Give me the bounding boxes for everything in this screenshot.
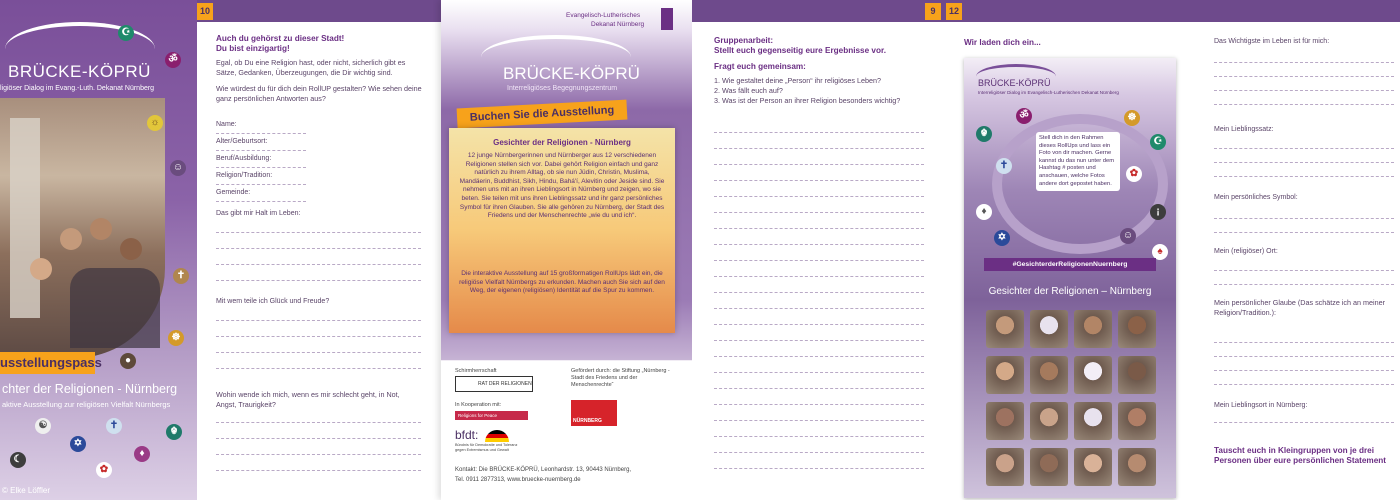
flower-icon: ✿ — [1126, 166, 1142, 182]
answer-line[interactable] — [714, 244, 924, 245]
page10-question: Wie würdest du für dich dein RollUP gestalten? Wie sehen deine ganz persönlichen Antworten aus? — [216, 84, 422, 103]
field-community: Gemeinde: — [216, 189, 251, 196]
field-religion-line[interactable] — [216, 184, 306, 185]
page12-band — [944, 0, 1196, 22]
crescent-icon: ☪ — [1150, 134, 1166, 150]
speech-bubble: Stell dich in den Rahmen dieses RollUps und lass ein Foto von dir machen. Gerne kannst du das nun unter dem Hashtag # posten und anschauen, welche Fotos andere dort gepostet haben. — [1036, 132, 1120, 191]
answer-line[interactable] — [1214, 104, 1394, 105]
answer-line[interactable] — [1214, 232, 1394, 233]
page10-heading2: Du bist einzigartig! — [216, 44, 290, 53]
sun-icon: ☼ — [147, 115, 163, 131]
answer-line[interactable] — [216, 454, 421, 455]
field-lieblingssatz: Mein Lieblingssatz: — [1214, 126, 1274, 133]
answer-line[interactable] — [216, 248, 421, 249]
field-glaube: Mein persönlicher Glaube (Das schätze ich an meiner Religion/Tradition.): — [1214, 298, 1385, 317]
portrait-photo — [1074, 310, 1112, 348]
answer-line[interactable] — [714, 148, 924, 149]
answer-line[interactable] — [216, 368, 421, 369]
faces-icon: ☺ — [170, 160, 186, 176]
city-logo-text: NÜRNBERG — [573, 418, 602, 424]
portrait-photo — [1074, 356, 1112, 394]
answer-line[interactable] — [216, 264, 421, 265]
moon-icon: ☾ — [10, 452, 26, 468]
page10-number: 10 — [197, 3, 213, 20]
funded-by: Gefördert durch: die Stiftung „Nürnberg - Stadt des Friedens und der Menschenrechte“ — [571, 368, 670, 388]
box-title: Gesichter der Religionen - Nürnberg — [493, 138, 631, 147]
portrait-photo — [1030, 356, 1068, 394]
field-age: Alter/Geburtsort: — [216, 138, 268, 145]
khanda-icon: ☬ — [976, 126, 992, 142]
answer-line[interactable] — [216, 422, 421, 423]
rollup-brand: BRÜCKE-KÖPRÜ — [978, 78, 1051, 88]
answer-line[interactable] — [714, 260, 924, 261]
answer-line[interactable] — [1214, 90, 1394, 91]
patron-label: Schirmherrschaft — [455, 368, 497, 374]
yinyang-icon: ☯ — [35, 418, 51, 434]
answer-line[interactable] — [1214, 356, 1394, 357]
coop-label: In Kooperation mit: — [455, 402, 502, 408]
page12-number: 12 — [946, 3, 962, 20]
coop-logo: Religions for Peace — [455, 411, 528, 420]
page9-item3: 3. Was ist der Person an ihrer Religion besonders wichtig? — [714, 96, 901, 105]
box-text: 12 junge Nürnbergerinnen und Nürnberger aus 12 verschiedenen Religionen stellen sich vor. Dabei gehört Religion einfach und ganz natürlich zu ihrem Alltag, ob sie nun Jüdin, Christin, Muslima, Mandäerin, Buddhist, Sikh, Hindu, Bahá'í, Alevitin oder Jeside sind. Sie nehmen uns mit an ihren Lieblingsort in Nürnberg und zeigen, wo sie beten. Sie teilen mit uns ihren Lieblingssatz und ihr ganz persönliches Symbol für ihren Glauben. Sie alle gehören zu Nürnberg, der Stadt des Friedens und der Menschenrechte „wie du und ich“. — [459, 152, 665, 220]
bfdt-text: Bündnis für Demokratie und Toleranz gegen Extremismus und Gewalt — [455, 443, 518, 452]
answer-line[interactable] — [1214, 384, 1394, 385]
box-text2: Die interaktive Ausstellung auf 15 großformatigen RollUps lädt ein, die religiöse Vielfalt Nürnbergs zu erkunden. Machen auch Sie sich auf den Weg, der eigenen (religiösen) Identität auf die Spur zu kommen. — [459, 270, 665, 295]
patron-logo-text: RAT DER RELIGIONEN — [478, 381, 532, 387]
wheel-icon: ☸ — [1124, 110, 1140, 126]
field-symbol: Mein persönliches Symbol: — [1214, 194, 1298, 201]
answer-line[interactable] — [216, 352, 421, 353]
brochure-brand: BRÜCKE-KÖPRÜ — [503, 64, 640, 83]
cover-brand: BRÜCKE-KÖPRÜ — [8, 62, 151, 81]
field-lieblingsort: Mein Lieblingsort in Nürnberg: — [1214, 402, 1308, 409]
answer-line[interactable] — [714, 212, 924, 213]
cover-subtitle: aktive Ausstellung zur religiösen Vielfalt Nürnbergs — [2, 400, 171, 409]
flag-icon — [485, 430, 509, 442]
contact: Kontakt: Die BRÜCKE-KÖPRÜ, Leonhardstr. 13, 90443 Nürnberg, — [455, 467, 632, 473]
page10-band — [197, 0, 441, 22]
pass-label: usstellungspass — [0, 352, 95, 374]
answer-line[interactable] — [1214, 62, 1394, 63]
portrait-photo — [1118, 356, 1156, 394]
brochure-panel — [441, 0, 692, 500]
patron-logo — [455, 376, 533, 392]
rollup-image — [964, 58, 1176, 498]
answer-line[interactable] — [714, 452, 924, 453]
answer-line[interactable] — [216, 232, 421, 233]
field-wichtigste: Das Wichtigste im Leben ist für mich: — [1214, 38, 1330, 45]
brochure-org-line1: Evangelisch-Lutherisches — [566, 12, 641, 19]
answer-line[interactable] — [216, 320, 421, 321]
answer-line[interactable] — [714, 324, 924, 325]
city-logo — [571, 400, 617, 426]
page9 — [692, 22, 944, 500]
contact2: Tel. 0911 2877313, www.bruecke-nuernberg.de — [455, 477, 581, 483]
khanda-icon: ☬ — [166, 424, 182, 440]
peacock-icon: ♠ — [1152, 244, 1168, 260]
page9-item1: 1. Wie gestaltet deine „Person“ ihr religiöses Leben? — [714, 76, 882, 85]
answer-line[interactable] — [1214, 422, 1394, 423]
answer-line[interactable] — [1214, 270, 1394, 271]
answer-line[interactable] — [1214, 76, 1394, 77]
brochure-org-line2: Dekanat Nürnberg — [591, 21, 645, 28]
page9-heading3: Fragt euch gemeinsam: — [714, 62, 806, 71]
answer-line[interactable] — [1214, 148, 1394, 149]
om-icon: ॐ — [165, 52, 181, 68]
group-photo — [0, 98, 165, 358]
portrait-photo — [1118, 402, 1156, 440]
answer-line[interactable] — [714, 228, 924, 229]
portrait-photo — [1030, 448, 1068, 486]
answer-line[interactable] — [216, 280, 421, 281]
portrait-photo — [986, 356, 1024, 394]
answer-line[interactable] — [1214, 176, 1394, 177]
field-job-line[interactable] — [216, 167, 306, 168]
lamp-icon: ♦ — [976, 204, 992, 220]
answer-line[interactable] — [714, 196, 924, 197]
answer-line[interactable] — [1214, 218, 1394, 219]
cross-icon: ✝ — [173, 268, 189, 284]
page10-heading1: Auch du gehörst zu dieser Stadt! — [216, 34, 345, 43]
bfdt-logo: bfdt: — [455, 428, 479, 442]
crescent-icon: ☪ — [118, 25, 134, 41]
answer-line[interactable] — [714, 356, 924, 357]
info-box — [449, 128, 675, 333]
answer-line[interactable] — [1214, 342, 1394, 343]
portrait-photo — [1074, 448, 1112, 486]
page10 — [197, 22, 441, 500]
page9-heading2: Stellt euch gegenseitig eure Ergebnisse vor. — [714, 46, 886, 55]
field-community-line[interactable] — [216, 201, 306, 202]
answer-line[interactable] — [714, 468, 924, 469]
answer-line[interactable] — [714, 372, 924, 373]
answer-line[interactable] — [714, 132, 924, 133]
cover-panel — [0, 0, 197, 500]
cover-title: chter der Religionen - Nürnberg — [2, 382, 178, 396]
portrait-photo — [1030, 310, 1068, 348]
lastpage-band — [1196, 0, 1400, 22]
brochure-subbrand: Interreligiöses Begegnungszentrum — [507, 85, 618, 92]
cross-icon: ✝ — [996, 158, 1012, 174]
field-religion: Religion/Tradition: — [216, 172, 273, 179]
lastpage-footer: Tauscht euch in Kleingruppen von je drei Personen über eure persönlichen Statement — [1214, 446, 1386, 465]
answer-line[interactable] — [714, 340, 924, 341]
field-name-line[interactable] — [216, 133, 306, 134]
rollup-title: Gesichter der Religionen – Nürnberg — [988, 286, 1152, 297]
answer-line[interactable] — [1214, 284, 1394, 285]
answer-line[interactable] — [216, 470, 421, 471]
cover-tagline: ligiöser Dialog im Evang.-Luth. Dekanat Nürnberg — [0, 85, 155, 92]
answer-line[interactable] — [714, 420, 924, 421]
answer-line[interactable] — [1214, 370, 1394, 371]
portrait-photo — [986, 402, 1024, 440]
cross-icon: ✝ — [106, 418, 122, 434]
field-age-line[interactable] — [216, 150, 306, 151]
portrait-photo — [1074, 402, 1112, 440]
page9-item2: 2. Was fällt euch auf? — [714, 86, 783, 95]
answer-line[interactable] — [216, 336, 421, 337]
q-not: Wohin wende ich mich, wenn es mir schlecht geht, in Not, Angst, Traurigkeit? — [216, 390, 400, 409]
answer-line[interactable] — [714, 292, 924, 293]
wheel-icon: ☸ — [168, 330, 184, 346]
flower-icon: ✿ — [96, 462, 112, 478]
photo-credit: © Elke Löffler — [2, 486, 50, 495]
portrait-photo — [986, 310, 1024, 348]
field-job: Beruf/Ausbildung: — [216, 155, 272, 162]
q-halt: Das gibt mir Halt im Leben: — [216, 210, 301, 217]
page12 — [944, 22, 1196, 500]
candle-icon: ¡ — [1150, 204, 1166, 220]
page9-heading1: Gruppenarbeit: — [714, 36, 774, 45]
answer-line[interactable] — [216, 438, 421, 439]
answer-line[interactable] — [714, 180, 924, 181]
rollup-tagline: Interreligiöser Dialog im Evangelisch-Lutherischen Dekanat Nürnberg — [978, 90, 1119, 95]
field-ort: Mein (religiöser) Ort: — [1214, 248, 1278, 255]
answer-line[interactable] — [714, 436, 924, 437]
portrait-photo — [986, 448, 1024, 486]
faces-icon: ☺ — [1120, 228, 1136, 244]
page9-band — [692, 0, 944, 22]
portrait-photo — [1030, 402, 1068, 440]
lastpage — [1196, 22, 1400, 500]
answer-line[interactable] — [1214, 162, 1394, 163]
page9-number: 9 — [925, 3, 941, 20]
portrait-photo — [1118, 448, 1156, 486]
dekanat-logo-icon — [661, 8, 673, 30]
star-of-david-icon: ✡ — [70, 436, 86, 452]
answer-line[interactable] — [714, 308, 924, 309]
book-banner: Buchen Sie die Ausstellung — [457, 100, 628, 129]
om-icon: ॐ — [1016, 108, 1032, 124]
answer-line[interactable] — [714, 164, 924, 165]
lamp-icon: ♦ — [134, 446, 150, 462]
answer-line[interactable] — [714, 276, 924, 277]
circle-icon: ● — [120, 353, 136, 369]
field-name: Name: — [216, 121, 237, 128]
portrait-photo — [1118, 310, 1156, 348]
page10-intro: Egal, ob Du eine Religion hast, oder nicht, sicherlich gibt es Sätze, Gedanken, Überzeugungen, die Dir wichtig sind. — [216, 58, 406, 77]
page12-heading: Wir laden dich ein... — [964, 38, 1041, 47]
answer-line[interactable] — [714, 404, 924, 405]
q-glueck: Mit wem teile ich Glück und Freude? — [216, 298, 330, 305]
answer-line[interactable] — [714, 388, 924, 389]
star-of-david-icon: ✡ — [994, 230, 1010, 246]
hashtag-bar: #GesichterderReligionenNuernberg — [984, 258, 1156, 271]
